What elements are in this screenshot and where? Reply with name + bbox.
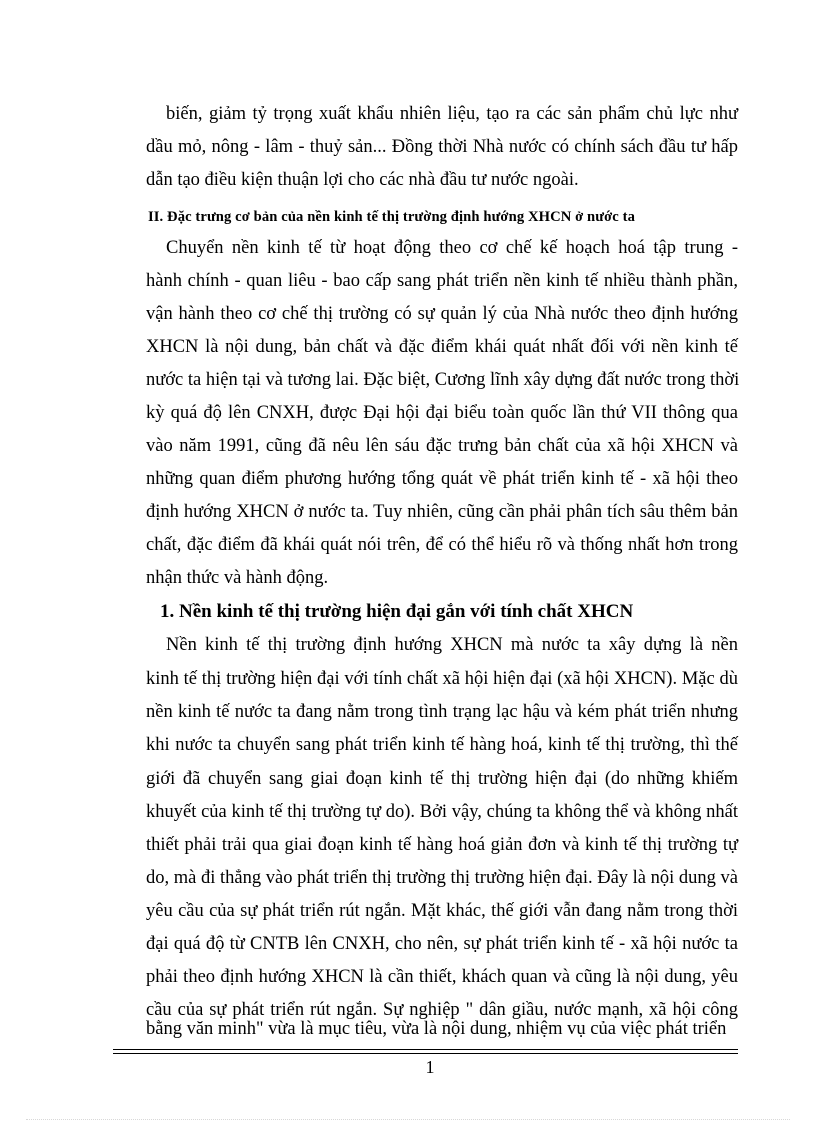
paragraph-line: đại quá độ từ CNTB lên CNXH, cho nên, sự phát triển kinh tế - xã hội nước ta <box>146 934 738 954</box>
footer-rule-top <box>113 1049 738 1050</box>
paragraph-line: vận hành theo cơ chế thị trường có sự quản lý của Nhà nước theo định hướng <box>146 304 738 324</box>
paragraph-line: bằng văn minh" vừa là mục tiêu, vừa là nội dung, nhiệm vụ của việc phát triển <box>146 1019 727 1039</box>
paragraph-line: phải theo định hướng XHCN là cần thiết, khách quan và cũng là nội dung, yêu <box>146 967 738 987</box>
paragraph-line: yêu cầu của sự phát triển rút ngắn. Mặt khác, thế giới vẫn đang nằm trong thời <box>146 901 738 921</box>
paragraph-line: dầu mỏ, nông - lâm - thuỷ sản... Đồng thời Nhà nước có chính sách đầu tư hấp <box>146 137 738 157</box>
paragraph-line: hành chính - quan liêu - bao cấp sang phát triển nền kinh tế nhiều thành phần, <box>146 271 738 291</box>
paragraph-line: vào năm 1991, cũng đã nêu lên sáu đặc trưng bản chất của xã hội XHCN và <box>146 436 738 456</box>
paragraph-line: nền kinh tế nước ta đang nằm trong tình trạng lạc hậu và kém phát triển nhưng <box>146 702 738 722</box>
page-bottom-border <box>26 1119 790 1120</box>
paragraph-line: khi nước ta chuyển sang phát triển kinh tế hàng hoá, kinh tế thị trường, thì thế <box>146 735 738 755</box>
paragraph-line: cầu của sự phát triển rút ngắn. Sự nghiệp " dân giầu, nước mạnh, xã hội công <box>146 1000 738 1020</box>
paragraph-line: nước ta hiện tại và tương lai. Đặc biệt, Cương lĩnh xây dựng đất nước trong thời <box>146 370 740 390</box>
paragraph-line: do, mà đi thẳng vào phát triển thị trường thị trường hiện đại. Đây là nội dung và <box>146 868 738 888</box>
page-number: 1 <box>425 1057 435 1077</box>
paragraph-line: kỳ quá độ lên CNXH, được Đại hội đại biểu toàn quốc lần thứ VII thông qua <box>146 403 738 423</box>
paragraph-line: kinh tế thị trường hiện đại với tính chất xã hội hiện đại (xã hội XHCN). Mặc dù <box>146 669 738 689</box>
paragraph-line: những quan điểm phương hướng tổng quát về phát triển kinh tế - xã hội theo <box>146 469 738 489</box>
section-heading: II. Đặc trưng cơ bản của nền kinh tế thị trường định hướng XHCN ở nước ta <box>148 209 635 225</box>
paragraph-line: XHCN là nội dung, bản chất và đặc điểm khái quát nhất đối với nền kinh tế <box>146 337 738 357</box>
paragraph-line: nhận thức và hành động. <box>146 568 329 588</box>
paragraph-line: Nền kinh tế thị trường định hướng XHCN mà nước ta xây dựng là nền <box>166 635 738 655</box>
paragraph-line: dẫn tạo điều kiện thuận lợi cho các nhà đầu tư nước ngoài. <box>146 170 579 190</box>
subsection-heading: 1. Nền kinh tế thị trường hiện đại gắn với tính chất XHCN <box>160 601 634 622</box>
paragraph-line: giới đã chuyển sang giai đoạn kinh tế thị trường hiện đại (do những khiếm <box>146 769 738 789</box>
paragraph-line: định hướng XHCN ở nước ta. Tuy nhiên, cũng cần phải phân tích sâu thêm bản <box>146 502 738 522</box>
paragraph-line: khuyết của kinh tế thị trường tự do). Bởi vậy, chúng ta không thể và không nhất <box>146 802 738 822</box>
paragraph-line: chất, đặc điểm đã khái quát nói trên, để có thể hiểu rõ và thống nhất hơn trong <box>146 535 738 555</box>
footer-rule-bottom <box>113 1053 738 1054</box>
paragraph-line: biến, giảm tỷ trọng xuất khẩu nhiên liệu, tạo ra các sản phẩm chủ lực như <box>166 104 738 124</box>
paragraph-line: Chuyển nền kinh tế từ hoạt động theo cơ chế kế hoạch hoá tập trung - <box>166 238 738 258</box>
paragraph-line: thiết phải trải qua giai đoạn kinh tế hàng hoá giản đơn và kinh tế thị trường tự <box>146 835 738 855</box>
